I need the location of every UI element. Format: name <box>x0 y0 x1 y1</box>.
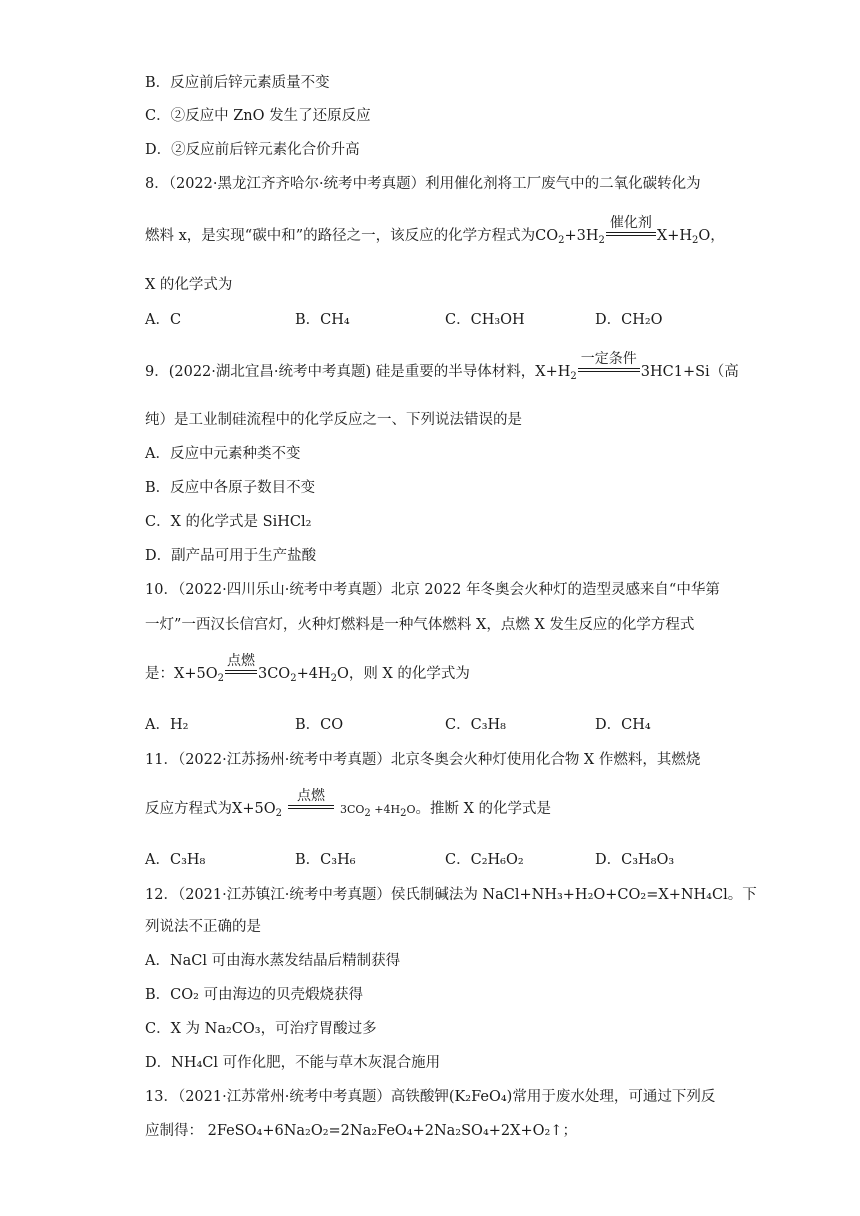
q11-option-a: A．C₃H₈ <box>145 852 206 868</box>
q11-stem-line2 <box>145 788 552 820</box>
q10-stem-line1: 10．（2022·四川乐山·统考中考真题）北京 2022 年冬奥会火种灯的造型灵感来自“中华第 <box>145 582 720 598</box>
q8-stem-line1: 8．（2022·黑龙江齐齐哈尔·统考中考真题）利用催化剂将工厂废气中的二氧化碳转化为 <box>145 176 701 192</box>
q11-stem-line1: 11．（2022·江苏扬州·统考中考真题）北京冬奥会火种灯使用化合物 X 作燃料，其燃烧 <box>145 752 701 768</box>
q9-stem-text: 9．(2022·湖北宜昌·统考中考真题) 硅是重要的半导体材料， <box>145 364 536 380</box>
q8-option-a: A．C <box>145 312 182 328</box>
q7-option-c: C．②反应中 ZnO 发生了还原反应 <box>145 108 371 124</box>
q9-option-b: B．反应中各原子数目不变 <box>145 480 316 496</box>
q12-option-c: C．X 为 Na₂CO₃，可治疗胃酸过多 <box>145 1021 377 1037</box>
q8-option-d: D．CH₂O <box>595 312 663 328</box>
q9-equation: $X+H_2$ 一定条件 3HC1+Si <box>535 351 710 382</box>
q11-option-d: D．C₃H₈O₃ <box>595 852 675 868</box>
q11-equation: $X+5O_2$ 点燃 $3CO_2 +4H_2O$ <box>232 788 416 819</box>
q9-stem-text-post: （高 <box>709 364 739 380</box>
q10-stem-line2: 一灯”一西汉长信宫灯，火种灯燃料是一种气体燃料 X，点燃 X 发生反应的化学方程式 <box>145 617 695 633</box>
q10-stem-line3 <box>145 653 470 684</box>
q12-option-a: A．NaCl 可由海水蒸发结晶后精制获得 <box>145 953 401 969</box>
q10-stem-text-post: ，则 X 的化学式为 <box>348 666 470 682</box>
q9-option-a: A．反应中元素种类不变 <box>145 446 301 462</box>
q7-option-b: B．反应前后锌元素质量不变 <box>145 75 330 91</box>
q10-condition: 点燃 <box>226 653 255 669</box>
q13-stem-line1: 13．（2021·江苏常州·统考中考真题）高铁酸钾(K₂FeO₄)常用于废水处理，可通过下列反 <box>145 1089 716 1105</box>
q10-option-b: B．CO <box>295 717 344 733</box>
q10-option-c: C．C₃H₈ <box>445 717 506 733</box>
q9-stem-line1 <box>145 351 739 382</box>
q12-option-b: B．CO₂ 可由海边的贝壳煅烧获得 <box>145 987 364 1003</box>
q8-option-c: C．CH₃OH <box>445 312 525 328</box>
q10-option-a: A．H₂ <box>145 717 189 733</box>
q13-stem-line2: 应制得： 2FeSO₄+6Na₂O₂=2Na₂FeO₄+2Na₂SO₄+2X+O₂↑； <box>145 1123 577 1139</box>
q12-stem-line2: 列说法不正确的是 <box>145 919 261 935</box>
q11-option-b: B．C₃H₆ <box>295 852 356 868</box>
q11-stem-text-post: 。推断 X 的化学式是 <box>415 801 552 817</box>
q8-stem-line3: X 的化学式为 <box>145 277 233 293</box>
q11-condition: 点燃 <box>296 788 325 804</box>
q10-option-d: D．CH₄ <box>595 717 651 733</box>
q7-option-d: D．②反应前后锌元素化合价升高 <box>145 142 360 158</box>
q12-stem-line1: 12．（2021·江苏镇江·统考中考真题）侯氏制碱法为 NaCl+NH₃+H₂O+CO₂=X+NH₄Cl。下 <box>145 887 757 903</box>
q9-stem-line2: 纯）是工业制硅流程中的化学反应之一、下列说法错误的是 <box>145 412 522 428</box>
q9-option-c: C．X 的化学式是 SiHCl₂ <box>145 514 312 530</box>
q8-stem-line2 <box>145 215 725 246</box>
q9-option-d: D．副产品可用于生产盐酸 <box>145 548 317 564</box>
q8-option-b: B．CH₄ <box>295 312 350 328</box>
q10-stem-text: 是： <box>145 666 174 682</box>
q12-option-d: D．NH₄Cl 可作化肥，不能与草木灰混合施用 <box>145 1055 441 1071</box>
q8-equation: $CO_2+3H_2$ 催化剂 $X+H_2O$， <box>535 215 725 246</box>
q8-stem-text: 燃料 x，是实现“碳中和”的路径之一，该反应的化学方程式为 <box>145 228 536 244</box>
q11-option-c: C．C₂H₆O₂ <box>445 852 524 868</box>
q9-condition: 一定条件 <box>580 351 637 367</box>
q11-stem-text: 反应方程式为 <box>145 801 232 817</box>
q10-equation: $X+5O_2$ 点燃 $3CO_2+4H_2O$ <box>174 653 349 684</box>
q8-condition: 催化剂 <box>609 215 652 231</box>
